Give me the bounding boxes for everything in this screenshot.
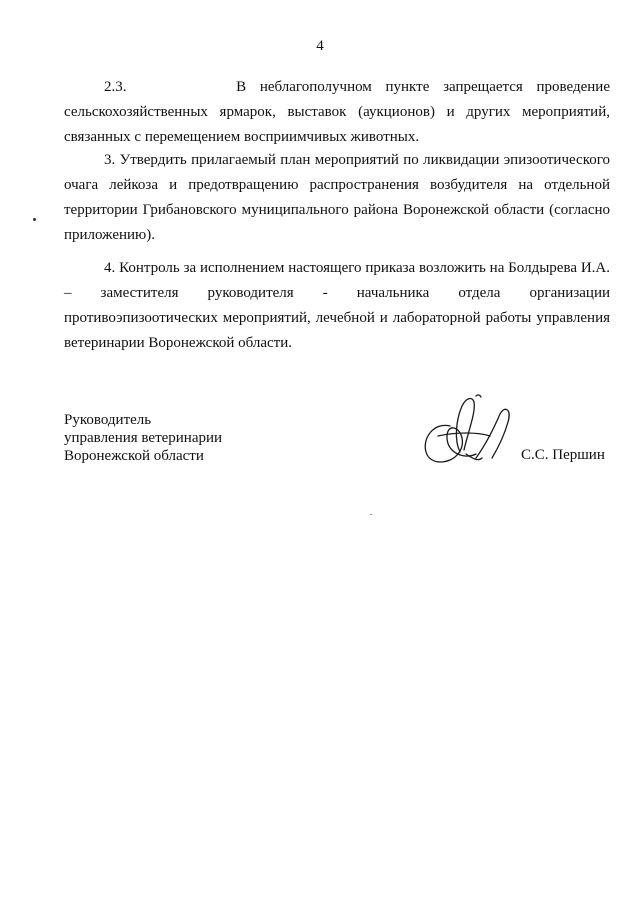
paragraph-3: 3. Утвердить прилагаемый план мероприятий по ликвидации эпизоотического очага лейкоза и предотвращению распространения возбудителя на отдельной территории Грибановского муниципального района Воронежской области (согласно приложению).: [64, 152, 610, 243]
scan-speck: [370, 514, 372, 515]
page-number: 4: [316, 38, 324, 54]
signer-title: [64, 411, 222, 465]
margin-mark: [33, 218, 36, 221]
handwritten-signature: [420, 392, 520, 472]
paragraph-2-3: 2.3. В неблагополучном пункте запрещается проведение сельскохозяйственных ярмарок, выставок (аукционов) и других мероприятий, связанных с перемещением восприимчивых животных.: [64, 79, 610, 145]
signer-title-line-2: управления ветеринарии: [64, 430, 223, 446]
signer-name: С.С. Першин: [521, 447, 605, 463]
signer-title-line-1: Руководитель: [64, 412, 152, 428]
paragraph-4: 4. Контроль за исполнением настоящего приказа возложить на Болдырева И.А. – заместителя руководителя - начальника отдела организации противоэпизоотических мероприятий, лечебной и лабораторной работы управления ветеринарии Воронежской области.: [64, 260, 610, 351]
signer-title-line-3: Воронежской области: [64, 448, 204, 464]
